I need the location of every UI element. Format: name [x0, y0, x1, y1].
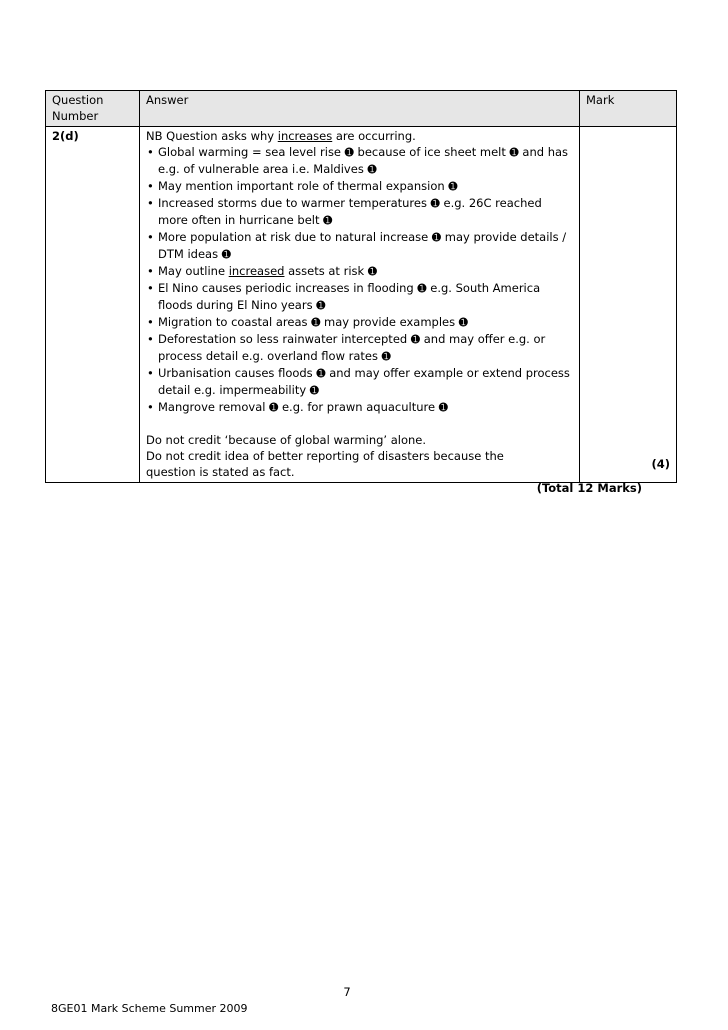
- header-answer: Answer: [140, 91, 580, 127]
- point-text: Urbanisation causes floods: [158, 366, 317, 380]
- answer-point: [146, 280, 573, 314]
- note-2: Do not credit idea of better reporting of disasters because the question is stated as fact.: [146, 449, 504, 479]
- answer-point: [146, 195, 573, 229]
- intro-text-end: are occurring.: [332, 129, 416, 143]
- point-text: Migration to coastal areas: [158, 315, 312, 329]
- point-text: and may offer example or extend process detail e.g. impermeability: [158, 366, 570, 397]
- answer-point: [146, 178, 573, 195]
- mark-point-icon: ➊: [309, 384, 320, 397]
- point-text: Mangrove removal: [158, 400, 270, 414]
- answer-point: [146, 365, 573, 399]
- mark-point-icon: ➊: [367, 163, 377, 176]
- point-text: assets at risk: [284, 264, 368, 278]
- table-row: [46, 127, 677, 483]
- header-mark: Mark: [580, 91, 677, 127]
- mark-point-icon: ➊: [269, 401, 279, 414]
- table-header-row: [46, 91, 677, 127]
- point-text: Global warming = sea level rise: [158, 145, 345, 159]
- mark-point-icon: ➊: [410, 333, 421, 346]
- question-number: 2(d): [46, 127, 140, 483]
- mark-point-icon: ➊: [458, 316, 468, 329]
- answer-point: [146, 399, 573, 416]
- mark-scheme-table: [45, 90, 677, 483]
- answer-cell: [140, 127, 580, 483]
- answer-point: [146, 314, 573, 331]
- mark-point-icon: ➊: [344, 146, 354, 159]
- mark-point-icon: ➊: [438, 401, 448, 414]
- answer-points-list: [146, 144, 573, 416]
- mark-point-icon: ➊: [311, 316, 321, 329]
- point-text: El Nino causes periodic increases in flooding: [158, 281, 418, 295]
- footer-text: 8GE01 Mark Scheme Summer 2009: [51, 1002, 248, 1015]
- answer-point: [146, 144, 573, 178]
- answer-point: [146, 229, 573, 263]
- point-text: may provide examples: [320, 315, 459, 329]
- note-1: Do not credit ‘because of global warming’ alone.: [146, 433, 427, 447]
- mark-cell: [580, 127, 677, 483]
- point-text: e.g. 26C reached more often in hurricane belt: [158, 196, 542, 227]
- mark-point-icon: ➊: [381, 350, 391, 363]
- point-text: and has e.g. of vulnerable area i.e. Maldives: [158, 145, 569, 176]
- underlined-text: increased: [228, 264, 285, 278]
- mark-point-icon: ➊: [316, 299, 326, 312]
- intro-underlined: increases: [277, 129, 333, 143]
- page-number: 7: [343, 985, 351, 999]
- mark-point-icon: ➊: [431, 231, 442, 244]
- answer-point: [146, 331, 573, 365]
- point-text: Increased storms due to warmer temperatures: [158, 196, 431, 210]
- point-text: May outline: [158, 264, 229, 278]
- mark-point-icon: ➊: [509, 146, 519, 159]
- mark-point-icon: ➊: [323, 214, 333, 227]
- intro-text: NB Question asks why: [146, 129, 278, 143]
- mark-value: (4): [651, 457, 670, 471]
- mark-point-icon: ➊: [367, 265, 378, 278]
- answer-point: [146, 263, 573, 280]
- answer-intro: [146, 128, 573, 144]
- point-text: More population at risk due to natural increase: [158, 230, 432, 244]
- point-text: and may offer e.g. or process detail e.g. overland flow rates: [158, 332, 546, 363]
- mark-point-icon: ➊: [417, 282, 427, 295]
- point-text: Deforestation so less rainwater intercepted: [158, 332, 411, 346]
- point-text: May mention important role of thermal expansion: [158, 179, 449, 193]
- point-text: e.g. South America floods during El Nino years: [158, 281, 541, 312]
- mark-point-icon: ➊: [316, 367, 326, 380]
- total-marks: (Total 12 Marks): [536, 481, 642, 495]
- header-question-number: Question Number: [46, 91, 140, 127]
- mark-point-icon: ➊: [221, 248, 231, 261]
- mark-point-icon: ➊: [448, 180, 458, 193]
- page-number-wrap: [0, 985, 728, 999]
- point-text: e.g. for prawn aquaculture: [278, 400, 439, 414]
- mark-point-icon: ➊: [430, 197, 440, 210]
- point-text: because of ice sheet melt: [353, 145, 510, 159]
- point-text: may provide details / DTM ideas: [158, 230, 567, 261]
